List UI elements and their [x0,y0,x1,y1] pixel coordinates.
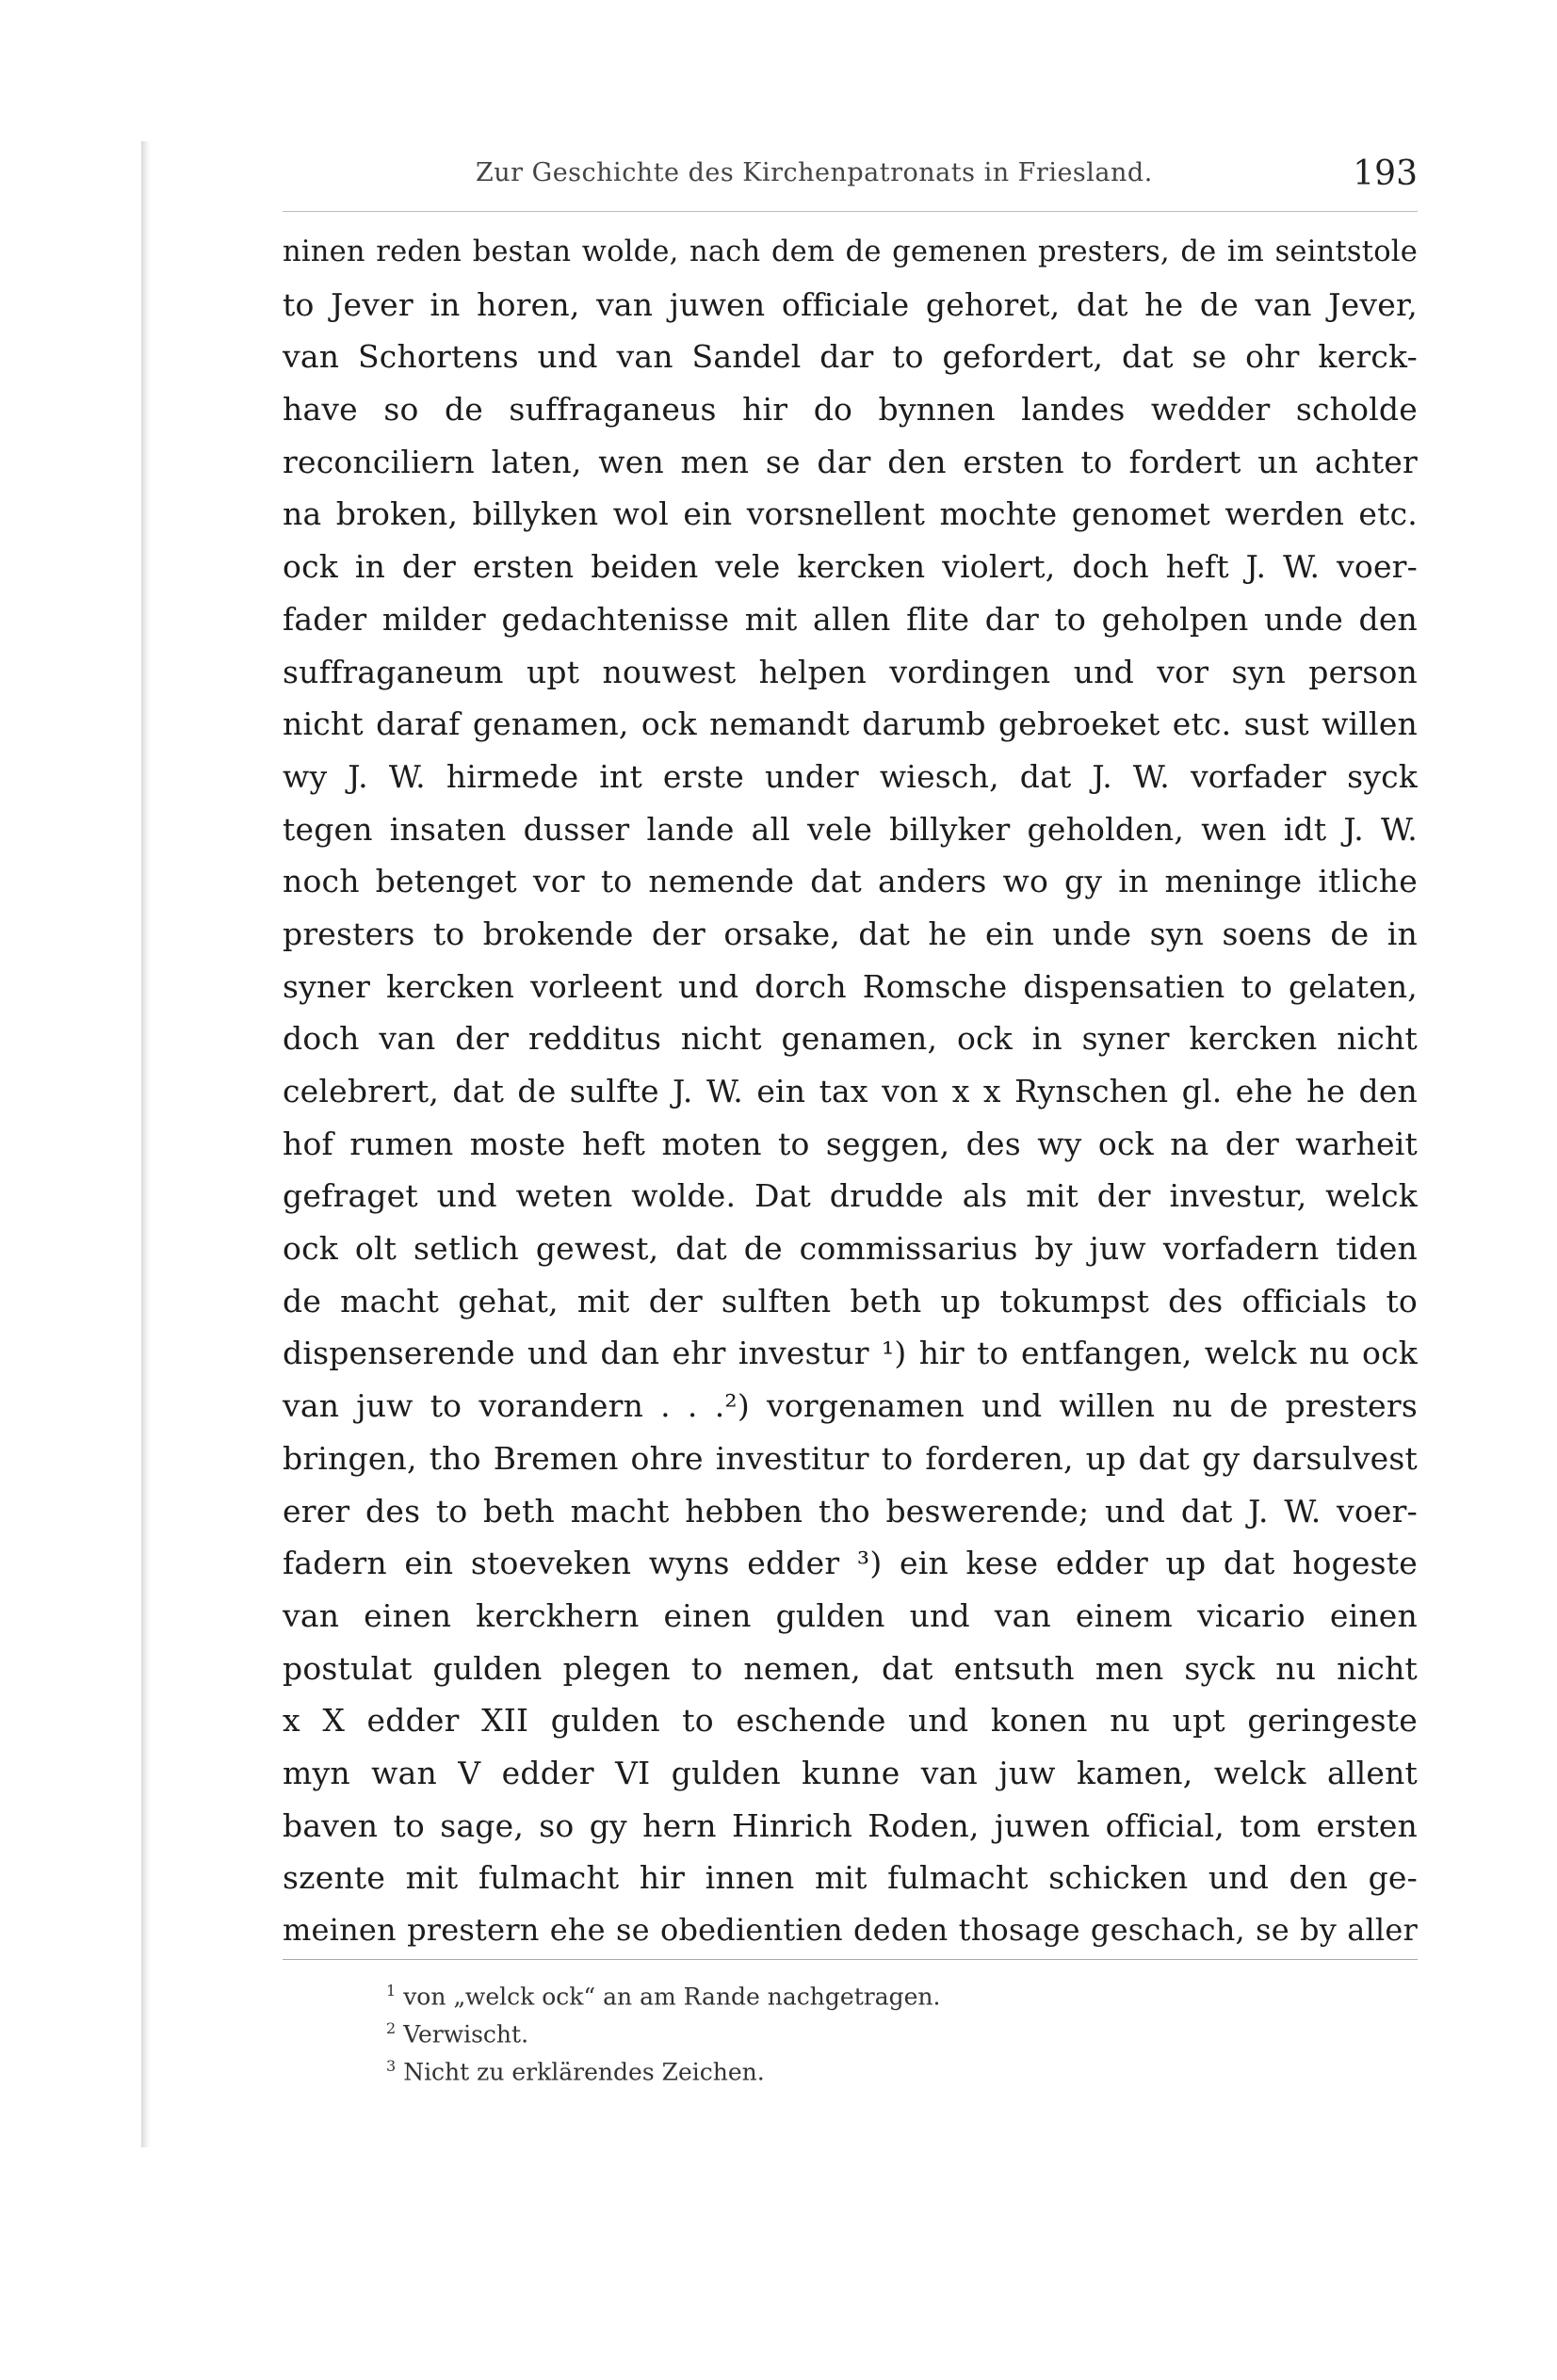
footnote-mark: 2 [386,2019,397,2037]
page-header [283,153,1418,200]
footnote [386,2010,1328,2048]
text-line: noch betenget vor to nemende dat anders wo gy in meninge itliche [283,863,1418,900]
footnote [386,2048,1328,2085]
text-line: presters to brokende der orsake, dat he ein unde syn soens de in [283,915,1418,952]
body-text [283,226,1418,1957]
footnote-text: Nicht zu erklärendes Zeichen. [403,2058,765,2086]
text-line: ock olt setlich gewest, dat de commissarius by juw vorfadern tiden [283,1230,1418,1268]
footnote-mark: 1 [386,1982,397,2000]
footnote-text: von „welck ock“ an am Rande nachgetragen. [403,1983,941,2011]
text-line: myn wan V edder VI gulden kunne van juw kamen, welck allent [283,1754,1418,1791]
text-line: hof rumen moste heft moten to seggen, des wy ock na der warheit [283,1125,1418,1162]
text-line: fadern ein stoeveken wyns edder ³) ein kese edder up dat hogeste [283,1545,1418,1582]
text-line: have so de suffraganeus hir do bynnen landes wedder scholde [283,391,1418,429]
header-rule [283,211,1418,212]
text-line: de macht gehat, mit der sulften beth up tokumpst des officials to [283,1282,1418,1320]
text-line: nicht daraf genamen, ock nemandt darumb gebroeket etc. sust willen [283,705,1418,743]
text-line: erer des to beth macht hebben tho beswerende; und dat J. W. voer- [283,1492,1418,1530]
text-line: dispenserende und dan ehr investur ¹) hir to entfangen, welck nu ock [283,1335,1418,1372]
text-line: ock in der ersten beiden vele kercken violert, doch heft J. W. voer- [283,548,1418,586]
text-line: wy J. W. hirmede int erste under wiesch, dat J. W. vorfader syck [283,757,1418,795]
text-line: x X edder XII gulden to eschende und konen nu upt geringeste [283,1702,1418,1740]
text-line: to Jever in horen, van juwen officiale gehoret, dat he de van Jever, [283,285,1418,323]
footnote-text: Verwischt. [403,2020,529,2048]
text-line: tegen insaten dusser lande all vele billyker geholden, wen idt J. W. [283,810,1418,848]
running-title: Zur Geschichte des Kirchenpatronats in Friesland. [476,158,1153,187]
text-line: postulat gulden plegen to nemen, dat entsuth men syck nu nicht [283,1649,1418,1687]
text-line: fader milder gedachtenisse mit allen flite dar to geholpen unde den [283,600,1418,638]
footnotes [386,1972,1328,2085]
text-line: gefraget und weten wolde. Dat drudde als mit der investur, welck [283,1177,1418,1215]
text-line: suffraganeum upt nouwest helpen vordingen und vor syn person [283,653,1418,690]
text-line: celebrert, dat de sulfte J. W. ein tax von x x Rynschen gl. ehe he den [283,1073,1418,1109]
text-line: reconciliern laten, wen men se dar den ersten to fordert un achter [283,443,1418,480]
text-line: van juw to vorandern . . .²) vorgenamen und willen nu de presters [283,1387,1418,1425]
footnote [386,1972,1328,2010]
text-line: meinen prestern ehe se obedientien deden thosage geschach, se by aller [283,1912,1418,1948]
text-line: doch van der redditus nicht genamen, ock in syner kercken nicht [283,1020,1418,1058]
text-line: szente mit fulmacht hir innen mit fulmacht schicken und den ge- [283,1859,1418,1897]
text-line: syner kercken vorleent und dorch Romsche dispensatien to gelaten, [283,967,1418,1005]
binding-shadow [141,141,151,2147]
text-line: van Schortens und van Sandel dar to gefordert, dat se ohr kerck- [283,338,1418,376]
text-line: van einen kerckhern einen gulden und van einem vicario einen [283,1596,1418,1634]
footnote-rule [283,1959,1418,1960]
text-line: na broken, billyken wol ein vorsnellent mochte genomet werden etc. [283,495,1418,533]
text-line: baven to sage, so gy hern Hinrich Roden, juwen official, tom ersten [283,1806,1418,1844]
text-line: bringen, tho Bremen ohre investitur to forderen, up dat gy darsulvest [283,1439,1418,1477]
text-line: ninen reden bestan wolde, nach dem de gemenen presters, de im seintstole [283,235,1418,268]
page-number: 193 [1353,154,1418,193]
footnote-mark: 3 [386,2057,397,2075]
